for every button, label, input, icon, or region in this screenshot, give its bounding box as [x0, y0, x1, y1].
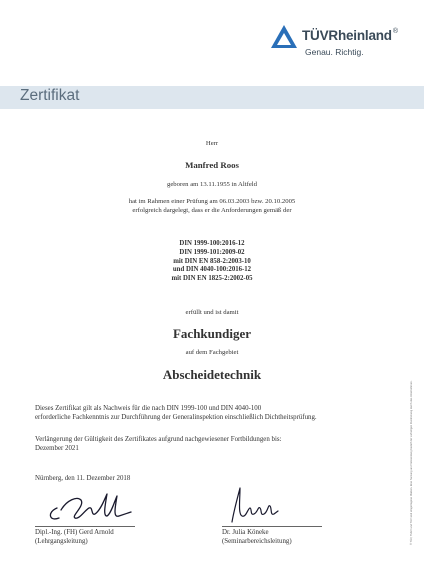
signature-koeneke	[228, 484, 280, 528]
qualification-title: Fachkundiger	[172, 326, 251, 341]
logo-brand	[302, 28, 398, 43]
standard-item: mit DIN EN 858-2:2003-10	[173, 257, 251, 265]
signatory-1	[35, 528, 114, 547]
standards-list	[0, 240, 424, 284]
signature-line	[222, 526, 322, 527]
standard-item: mit DIN EN 1825-2:2002-05	[171, 275, 253, 283]
exam-line-1: hat im Rahmen einer Prüfung am 06.03.2003 bzw. 20.10.2005	[128, 198, 296, 205]
tuv-logo-triangle-icon	[270, 24, 298, 50]
logo-tagline: Genau. Richtig.	[305, 47, 364, 57]
salutation: Herr	[205, 140, 219, 147]
validity-line-1: Dieses Zertifikat gilt als Nachweis für die nach DIN 1999-100 und DIN 4040-100	[35, 405, 262, 412]
field-title: Abscheidetechnik	[162, 367, 262, 382]
page-title: Zertifikat	[20, 87, 80, 104]
logo-brand-text: TÜVRheinland	[302, 28, 392, 43]
standard-item: DIN 1999-101:2009-02	[179, 248, 245, 256]
signatory-2-name: Dr. Julia Köneke	[222, 529, 269, 536]
birth-line: geboren am 13.11.1955 in Altfeld	[166, 181, 257, 188]
signatory-2	[222, 528, 292, 547]
extension-line-1: Verlängerung der Gültigkeit des Zertifikates aufgrund nachgewiesener Fortbildungen bis:	[35, 436, 282, 443]
fulfils-text: erfüllt und ist damit	[185, 309, 239, 316]
extension-paragraph	[35, 435, 395, 454]
standard-item: DIN 1999-100:2016-12	[179, 240, 245, 247]
recipient-name: Manfred Roos	[185, 160, 239, 170]
trademark-side-note: ® TÜV, TUEV und TUV sind eingetragene Marken. Eine Nutzung und Verwendung bedarf der vorherigen Zustimmung durch das Unternehmen.	[410, 380, 413, 545]
signatory-1-name: Dipl.-Ing. (FH) Gerd Arnold	[35, 529, 114, 536]
extension-line-2: Dezember 2021	[35, 445, 79, 453]
place-date: Nürnberg, den 11. Dezember 2018	[35, 475, 131, 482]
registered-mark: ®	[392, 28, 398, 35]
validity-line-2: erforderliche Fachkenntnis zur Durchführung der Generalinspektion einschließlich Dichtheitsprüfung.	[35, 414, 317, 422]
signatory-1-role: (Lehrgangsleitung)	[35, 538, 88, 546]
signature-arnold	[45, 488, 135, 528]
exam-line-2: erfolgreich dargelegt, dass er die Anforderungen gemäß der	[132, 207, 292, 214]
field-intro: auf dem Fachgebiet	[185, 349, 239, 356]
signature-line	[35, 526, 135, 527]
validity-paragraph	[35, 404, 395, 423]
standard-item: und DIN 4040-100:2016-12	[172, 266, 252, 274]
signatory-2-role: (Seminarbereichsleitung)	[222, 538, 292, 546]
